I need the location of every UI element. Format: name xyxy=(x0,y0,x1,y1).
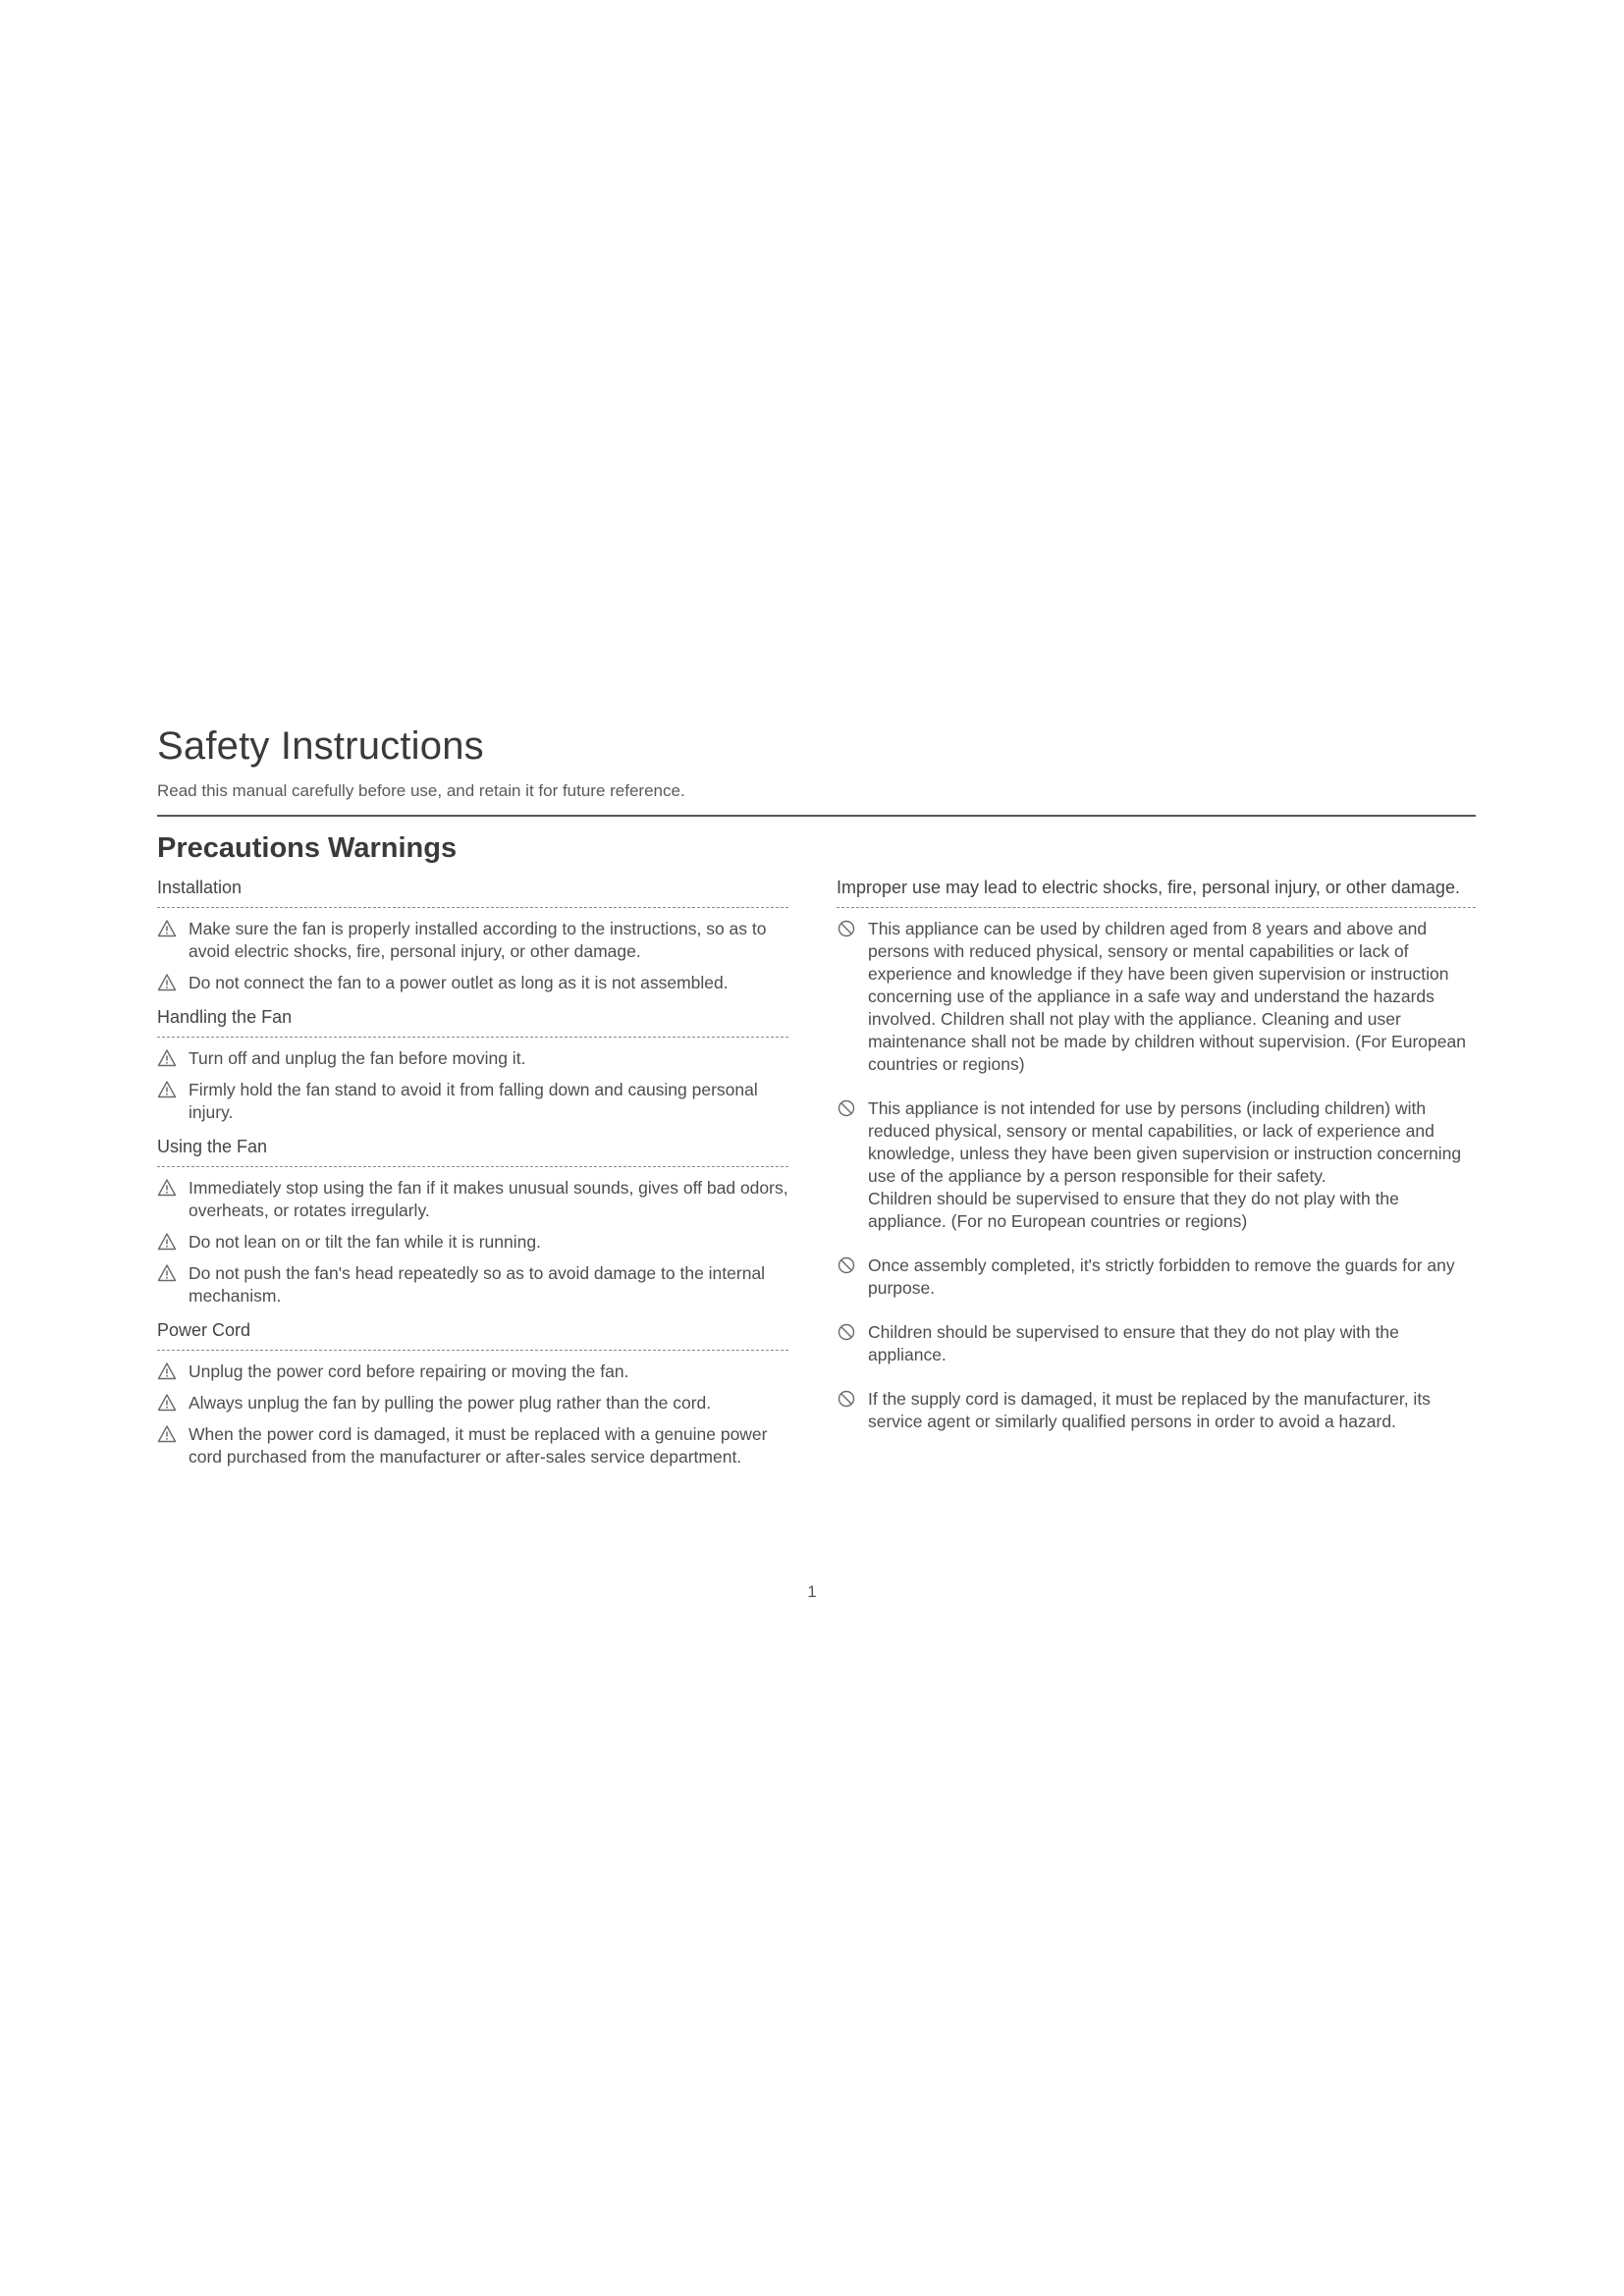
warning-triangle-icon xyxy=(157,1393,179,1415)
item-text-continuation: Children should be supervised to ensure that they do not play with the appliance. (For no European countries or regions) xyxy=(868,1189,1399,1231)
warning-triangle-icon xyxy=(157,1080,179,1101)
page-title: Safety Instructions xyxy=(157,724,484,768)
item-text: Turn off and unplug the fan before moving it. xyxy=(189,1048,526,1068)
prohibited-icon xyxy=(837,919,858,940)
prohibited-icon xyxy=(837,1389,858,1411)
warning-triangle-icon xyxy=(157,1263,179,1285)
item-text: Do not connect the fan to a power outlet as long as it is not assembled. xyxy=(189,973,729,992)
group-heading-installation: Installation xyxy=(157,878,243,897)
item-text: Do not push the fan's head repeatedly so as to avoid damage to the internal mechanism. xyxy=(189,1263,766,1306)
dashed-divider xyxy=(157,1166,788,1167)
title-divider xyxy=(157,815,1476,817)
warning-item xyxy=(157,972,788,994)
warning-item xyxy=(157,1177,788,1222)
warning-item xyxy=(157,1392,788,1415)
item-text: Always unplug the fan by pulling the power plug rather than the cord. xyxy=(189,1393,712,1413)
right-column-heading: Improper use may lead to electric shocks, fire, personal injury, or other damage. xyxy=(837,878,1460,897)
warning-triangle-icon xyxy=(157,919,179,940)
prohibited-item xyxy=(837,1255,1476,1300)
warning-triangle-icon xyxy=(157,1048,179,1070)
right-column xyxy=(837,874,1476,1433)
prohibited-item xyxy=(837,1097,1476,1233)
left-column xyxy=(157,874,788,1468)
item-text: Unplug the power cord before repairing or moving the fan. xyxy=(189,1362,629,1381)
warning-item xyxy=(157,918,788,963)
item-text: Do not lean on or tilt the fan while it is running. xyxy=(189,1232,541,1252)
item-text: Immediately stop using the fan if it makes unusual sounds, gives off bad odors, overheats, or rotates irregularly. xyxy=(189,1178,788,1220)
item-text: This appliance is not intended for use by persons (including children) with reduced physical, sensory or mental capabilities, or lack of experience and knowledge, unless they have been given supervision or instruction concerning use of the appliance by a person responsible for their safety. xyxy=(868,1098,1462,1186)
warning-triangle-icon xyxy=(157,973,179,994)
group-heading-power-cord: Power Cord xyxy=(157,1320,251,1340)
prohibited-icon xyxy=(837,1322,858,1344)
warning-item xyxy=(157,1262,788,1308)
item-text: If the supply cord is damaged, it must be replaced by the manufacturer, its service agent or similarly qualified persons in order to avoid a hazard. xyxy=(868,1389,1431,1431)
warning-item xyxy=(157,1361,788,1383)
page-number: 1 xyxy=(807,1582,817,1601)
page-subtitle: Read this manual carefully before use, and retain it for future reference. xyxy=(157,781,685,800)
prohibited-item xyxy=(837,918,1476,1076)
dashed-divider xyxy=(837,907,1476,908)
warning-item xyxy=(157,1423,788,1468)
warning-triangle-icon xyxy=(157,1178,179,1200)
warning-item xyxy=(157,1079,788,1124)
warning-triangle-icon xyxy=(157,1362,179,1383)
dashed-divider xyxy=(157,1037,788,1038)
item-text: When the power cord is damaged, it must be replaced with a genuine power cord purchased from the manufacturer or after-sales service department. xyxy=(189,1424,768,1467)
dashed-divider xyxy=(157,1350,788,1351)
item-text: Firmly hold the fan stand to avoid it from falling down and causing personal injury. xyxy=(189,1080,758,1122)
group-heading-handling: Handling the Fan xyxy=(157,1007,293,1027)
item-text: Children should be supervised to ensure that they do not play with the appliance. xyxy=(868,1322,1399,1364)
item-text: This appliance can be used by children aged from 8 years and above and persons with reduced physical, sensory or mental capabilities or lack of experience and knowledge if they have been given supervision or instruction concerning use of the appliance in a safe way and understand the hazards involved. Children shall not play with the appliance. Cleaning and user maintenance shall not be made by children without supervision. (For European countries or regions) xyxy=(868,919,1466,1074)
group-heading-using: Using the Fan xyxy=(157,1137,268,1156)
prohibited-icon xyxy=(837,1098,858,1120)
item-text: Once assembly completed, it's strictly forbidden to remove the guards for any purpose. xyxy=(868,1255,1455,1298)
prohibited-item xyxy=(837,1321,1476,1366)
warning-item xyxy=(157,1047,788,1070)
section-title: Precautions Warnings xyxy=(157,832,458,864)
warning-item xyxy=(157,1231,788,1254)
prohibited-icon xyxy=(837,1255,858,1277)
warning-triangle-icon xyxy=(157,1232,179,1254)
prohibited-item xyxy=(837,1388,1476,1433)
item-text: Make sure the fan is properly installed according to the instructions, so as to avoid electric shocks, fire, personal injury, or other damage. xyxy=(189,919,767,961)
dashed-divider xyxy=(157,907,788,908)
warning-triangle-icon xyxy=(157,1424,179,1446)
item-text-block xyxy=(868,1097,1476,1233)
